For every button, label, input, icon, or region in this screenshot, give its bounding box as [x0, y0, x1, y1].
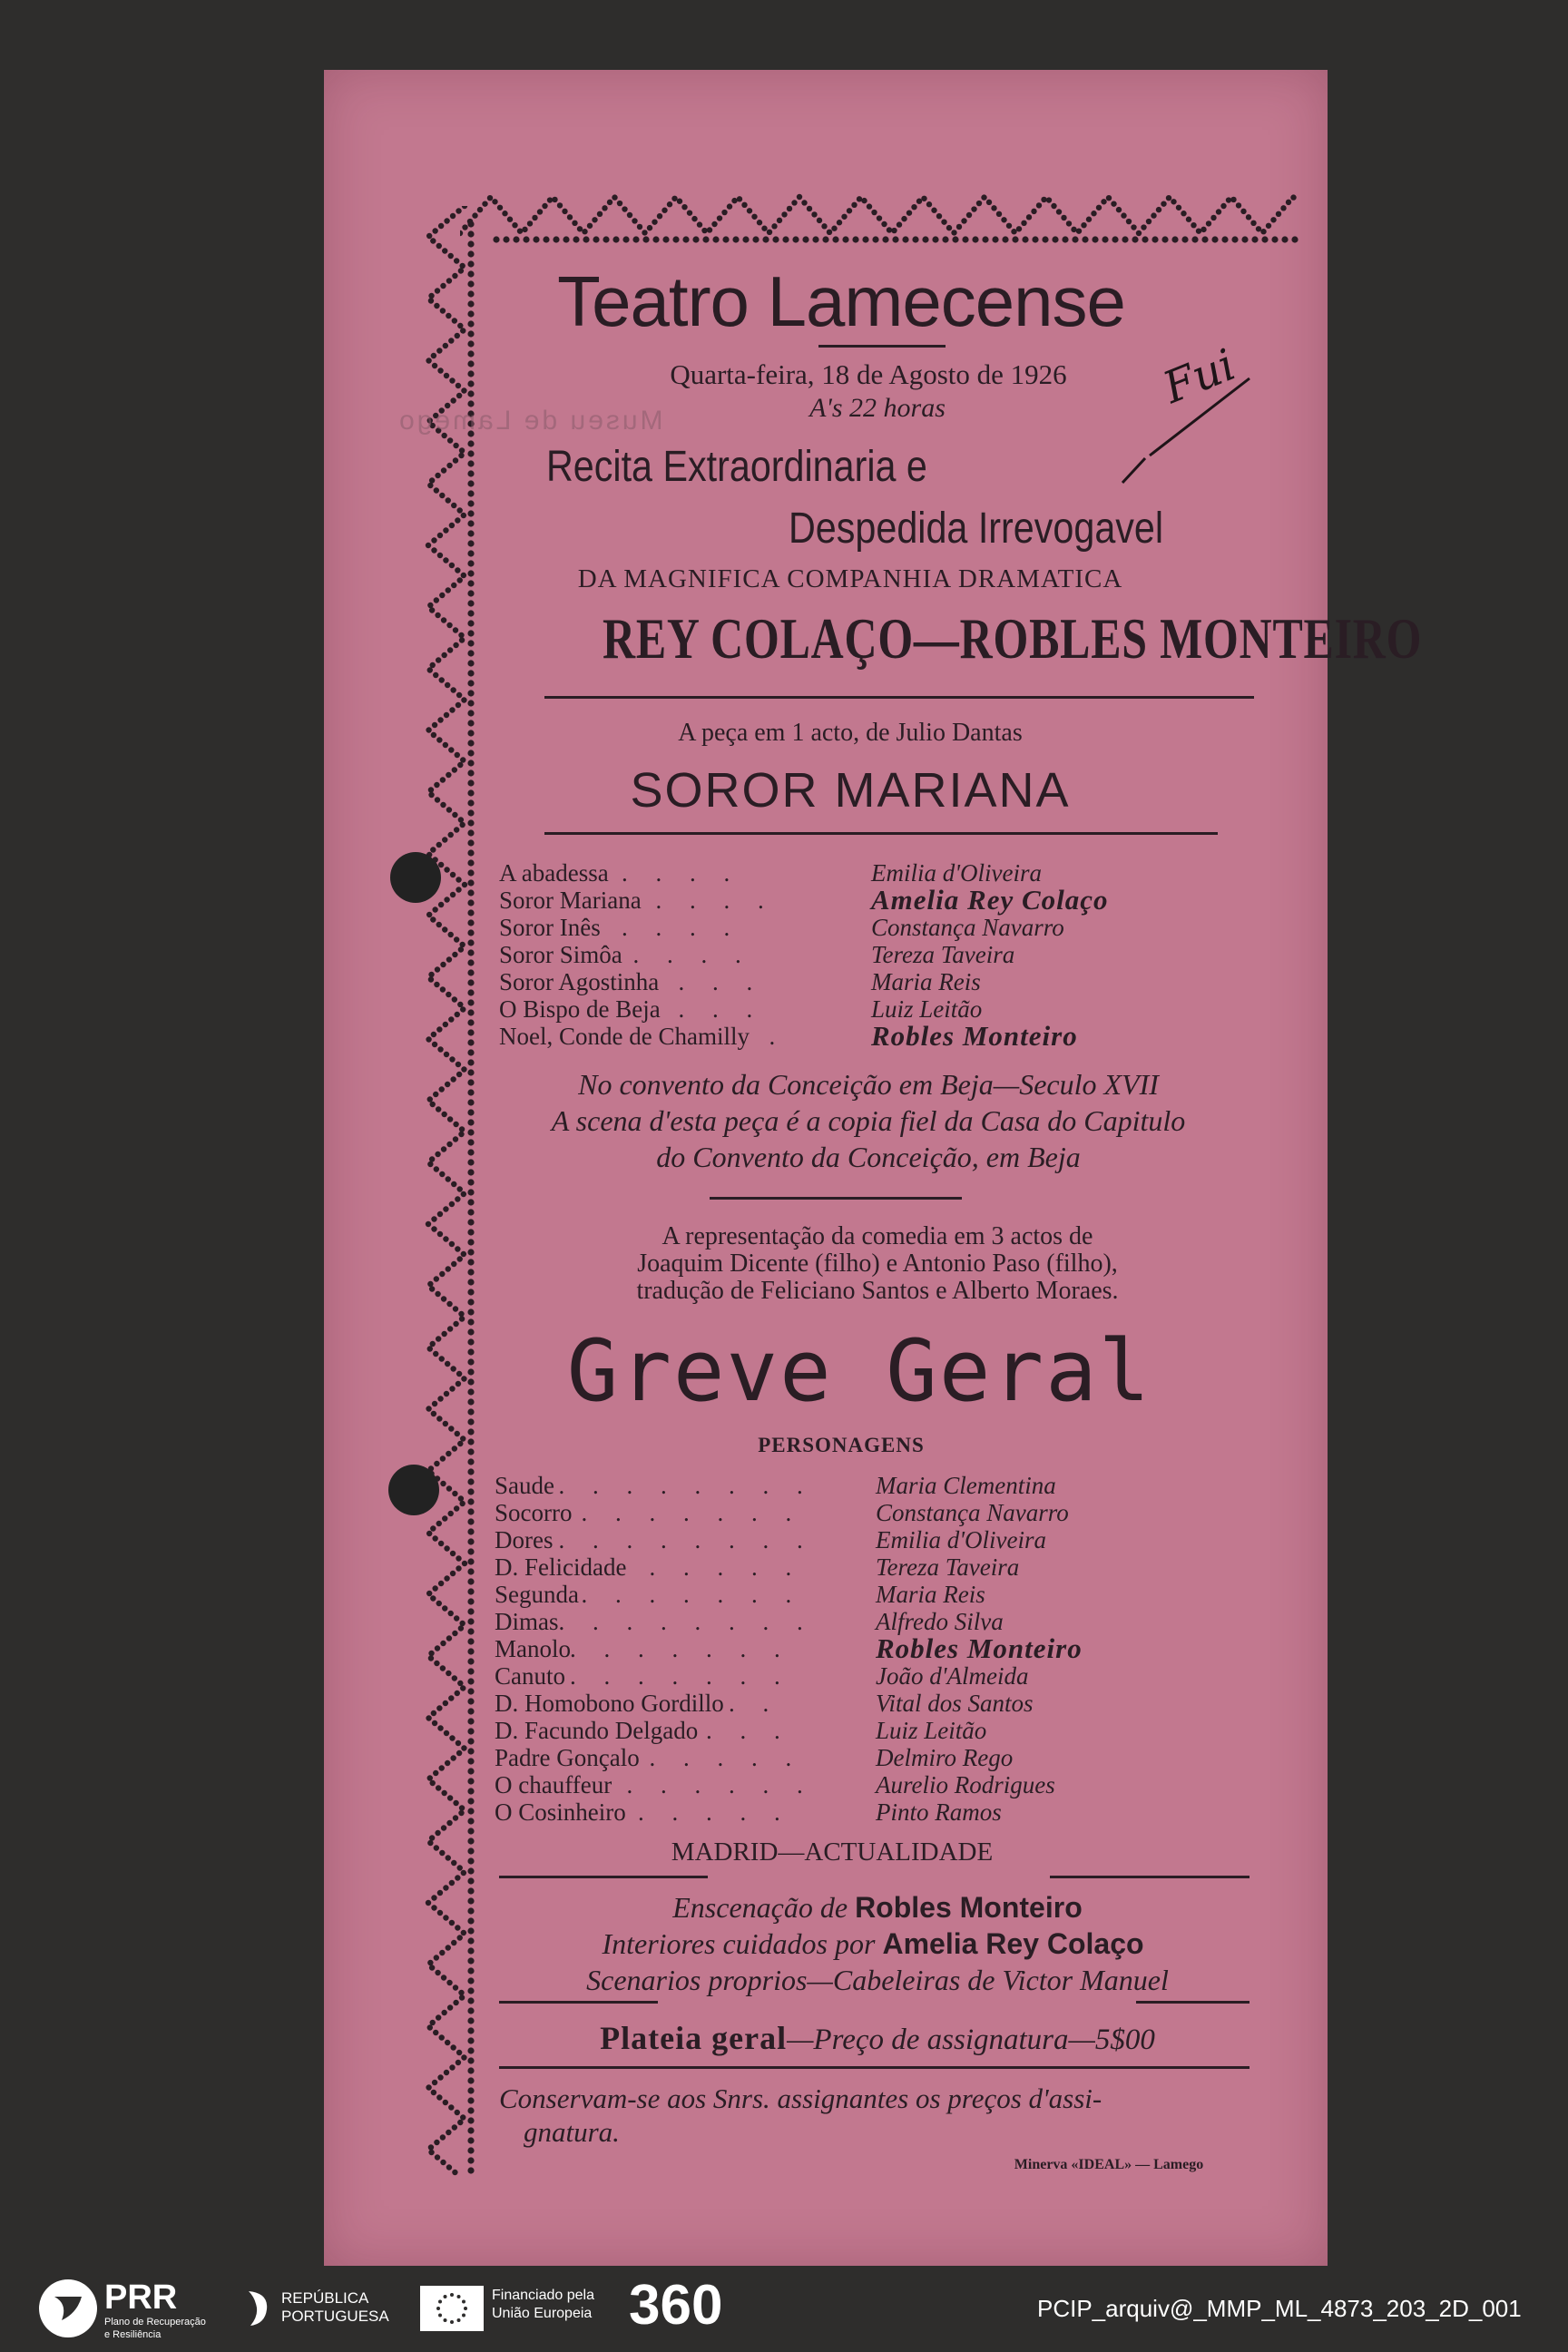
- handwritten-stroke: [1113, 369, 1259, 487]
- cast-role: Saude: [495, 1472, 554, 1499]
- despedida-line: Despedida Irrevogavel: [789, 505, 1164, 553]
- cast-actor: Luiz Leitão: [871, 995, 983, 1023]
- credits-rule-left: [499, 2001, 658, 2004]
- company-intro: DA MAGNIFICA COMPANHIA DRAMATICA: [577, 564, 1123, 593]
- cast-leader-dots: . . . . . . . .: [558, 1472, 814, 1499]
- cast-leader-dots: . . . .: [655, 887, 775, 914]
- cast-role: Soror Mariana: [499, 887, 642, 914]
- cast-role: Padre Gonçalo: [495, 1744, 640, 1771]
- play2-cast-row: [495, 1526, 1248, 1553]
- play2-cast-row: [495, 1662, 1248, 1690]
- cast-role: Soror Inês: [499, 914, 601, 941]
- cast-leader-dots: . . . . .: [638, 1798, 791, 1826]
- cast-leader-dots: . . . . . . . .: [558, 1608, 814, 1635]
- cast-role: O Bispo de Beja: [499, 995, 661, 1023]
- cast-actor: Emilia d'Oliveira: [876, 1526, 1046, 1553]
- interiores-prefix: Interiores cuidados por: [602, 1927, 876, 1960]
- prr-subtitle-2: e Resiliência: [104, 2329, 162, 2340]
- play1-cast-row: [499, 884, 1243, 916]
- play2-cast-list: [495, 1472, 1248, 1826]
- republica-text-2: PORTUGUESA: [281, 2308, 389, 2325]
- enscenacao-prefix: Enscenação de: [672, 1891, 848, 1924]
- cast-role: Segunda: [495, 1581, 579, 1608]
- cast-role: Soror Agostinha: [499, 968, 660, 995]
- punch-hole-upper: [390, 852, 441, 903]
- company-name: REY COLAÇO—ROBLES MONTEIRO: [603, 606, 1423, 671]
- cast-actor: João d'Almeida: [876, 1662, 1029, 1690]
- cast-role: O Cosinheiro: [495, 1798, 626, 1826]
- play2-cast-row: [495, 1608, 1248, 1635]
- cast-leader-dots: . . . .: [622, 914, 741, 941]
- cast-leader-dots: . . . . . . . .: [558, 1526, 814, 1553]
- play1-cast-row: [499, 941, 1243, 968]
- play1-cast-row: [499, 914, 1243, 941]
- play2-cast-row: [495, 1744, 1248, 1771]
- play1-end-rule: [710, 1197, 962, 1200]
- play2-cast-row: [495, 1472, 1248, 1499]
- file-identifier: PCIP_arquiv@_MMP_ML_4873_203_2D_001: [1037, 2295, 1522, 2322]
- play1-title: SOROR MARIANA: [630, 763, 1071, 818]
- cast-actor: Emilia d'Oliveira: [871, 859, 1042, 887]
- cast-actor: Aurelio Rodrigues: [876, 1771, 1055, 1798]
- play2-intro-3: tradução de Feliciano Santos e Alberto Moraes.: [636, 1277, 1119, 1305]
- recita-line: Recita Extraordinaria e: [546, 443, 927, 491]
- play1-cast-row: [499, 995, 1243, 1023]
- play1-cast-row: [499, 1020, 1243, 1052]
- cast-actor: Maria Reis: [876, 1581, 985, 1608]
- cast-actor: Delmiro Rego: [876, 1744, 1014, 1771]
- play2-cast-row: [495, 1717, 1248, 1744]
- cast-role: D. Facundo Delgado: [495, 1717, 699, 1744]
- printer-mark: Minerva «IDEAL» — Lamego: [1014, 2157, 1204, 2172]
- cast-leader-dots: . . .: [706, 1717, 791, 1744]
- cast-leader-dots: . . . . . . .: [581, 1581, 803, 1608]
- zigzag-border-top: [460, 183, 1299, 247]
- cast-leader-dots: . . .: [678, 968, 764, 995]
- cast-actor: Constança Navarro: [871, 914, 1064, 941]
- cast-actor: Tereza Taveira: [871, 941, 1015, 968]
- play2-cast-row: [495, 1632, 1248, 1664]
- credits-interiores: [487, 1927, 1259, 1961]
- enscenacao-name: Robles Monteiro: [855, 1891, 1083, 1924]
- cast-actor: Maria Reis: [871, 968, 981, 995]
- date-line: Quarta-feira, 18 de Agosto de 1926: [670, 358, 1067, 390]
- cast-actor: Alfredo Silva: [876, 1608, 1004, 1635]
- play1-setting-2: A scena d'esta peça é a copia fiel da Casa do Capitulo: [551, 1104, 1186, 1137]
- cast-actor: Amelia Rey Colaço: [871, 884, 1109, 916]
- republica-emblem-icon: [243, 2288, 274, 2329]
- cast-leader-dots: . . . . .: [649, 1744, 803, 1771]
- cast-role: D. Homobono Gordillo: [495, 1690, 724, 1717]
- cast-actor: Maria Clementina: [876, 1472, 1056, 1499]
- cast-leader-dots: . . . . . . .: [581, 1499, 803, 1526]
- eu-text-1: Financiado pela: [492, 2288, 594, 2303]
- cast-leader-dots: . .: [729, 1690, 780, 1717]
- play1-setting-1: No convento da Conceição em Beja—Seculo XVII: [578, 1068, 1159, 1101]
- company-rule: [544, 696, 1254, 699]
- location-rule-right: [1050, 1876, 1250, 1878]
- play2-location: MADRID—ACTUALIDADE: [671, 1838, 994, 1867]
- cast-actor: Pinto Ramos: [876, 1798, 1002, 1826]
- poster-sheet: [324, 70, 1423, 2266]
- prr-logo-icon: [36, 2277, 100, 2340]
- cast-actor: Robles Monteiro: [871, 1020, 1078, 1052]
- prr-logo-text: PRR: [104, 2278, 178, 2317]
- cast-leader-dots: . . . . . . .: [570, 1635, 791, 1662]
- cast-role: Dimas: [495, 1608, 559, 1635]
- price-label: Plateia geral: [600, 2020, 788, 2056]
- cast-actor: Vital dos Santos: [876, 1690, 1034, 1717]
- punch-hole-lower: [388, 1465, 439, 1515]
- cast-role: Socorro: [495, 1499, 573, 1526]
- cast-leader-dots: . . .: [678, 995, 764, 1023]
- cast-role: O chauffeur: [495, 1771, 612, 1798]
- cast-role: D. Felicidade: [495, 1553, 627, 1581]
- play1-cast-row: [499, 968, 1243, 995]
- eu-flag-icon: [420, 2286, 484, 2331]
- note-line-2: gnatura.: [524, 2116, 620, 2148]
- cast-leader-dots: . . . . . .: [626, 1771, 814, 1798]
- cast-role: A abadessa: [499, 859, 609, 887]
- location-rule-left: [499, 1876, 708, 1878]
- venue-title: Teatro Lamecense: [557, 261, 1125, 341]
- cast-leader-dots: . . . . . . .: [570, 1662, 791, 1690]
- play2-cast-row: [495, 1771, 1248, 1798]
- cast-actor: Robles Monteiro: [876, 1632, 1083, 1664]
- price-rule: [499, 2066, 1250, 2069]
- cast-actor: Luiz Leitão: [876, 1717, 987, 1744]
- play1-setting-3: do Convento da Conceição, em Beja: [656, 1141, 1081, 1173]
- play2-cast-row: [495, 1690, 1248, 1717]
- time-line: A's 22 horas: [809, 393, 946, 423]
- personagens-heading: PERSONAGENS: [758, 1434, 925, 1456]
- cast-role: Manolo: [495, 1635, 571, 1662]
- interiores-name: Amelia Rey Colaço: [882, 1927, 1144, 1960]
- eu-text-2: União Europeia: [492, 2306, 593, 2321]
- play1-cast-list: [499, 859, 1243, 1050]
- play2-cast-row: [495, 1581, 1248, 1608]
- cast-actor: Constança Navarro: [876, 1499, 1069, 1526]
- cast-leader-dots: . . . .: [632, 941, 752, 968]
- note-line-1: Conservam-se aos Snrs. assignantes os preços d'assi-: [499, 2082, 1102, 2114]
- play1-rule: [544, 832, 1218, 835]
- play2-cast-row: [495, 1798, 1248, 1826]
- credits-enscenacao: [505, 1891, 1250, 1925]
- zigzag-border-left: [415, 206, 487, 2180]
- cast-actor: Tereza Taveira: [876, 1553, 1020, 1581]
- play2-intro-1: A representação da comedia em 3 actos de: [662, 1222, 1093, 1250]
- archive-footer: [0, 2266, 1568, 2352]
- credits-scenarios: Scenarios proprios—Cabeleiras de Victor Manuel: [586, 1964, 1169, 1996]
- cast-role: Soror Simôa: [499, 941, 622, 968]
- cast-leader-dots: . . . .: [622, 859, 741, 887]
- play2-title: Greve Geral: [566, 1322, 1152, 1421]
- play2-cast-row: [495, 1553, 1248, 1581]
- cast-leader-dots: .: [769, 1023, 787, 1050]
- cast-role: Canuto: [495, 1662, 565, 1690]
- play2-intro-2: Joaquim Dicente (filho) e Antonio Paso (filho),: [637, 1250, 1118, 1278]
- handwritten-note: Fui: [1156, 339, 1243, 414]
- play1-cast-row: [499, 859, 1243, 887]
- price-line: [505, 2019, 1250, 2057]
- credits-rule-right: [1136, 2001, 1250, 2004]
- prr-subtitle-1: Plano de Recuperação: [104, 2317, 206, 2328]
- cast-leader-dots: . . . . .: [649, 1553, 803, 1581]
- venue-underline: [818, 345, 946, 348]
- cast-role: Noel, Conde de Chamilly: [499, 1023, 750, 1050]
- page-number: 360: [629, 2274, 723, 2337]
- faded-stamp: Museu de Lamego: [397, 406, 663, 436]
- price-text: —Preço de assignatura—5$00: [787, 2024, 1155, 2056]
- cast-role: Dores: [495, 1526, 554, 1553]
- play2-cast-row: [495, 1499, 1248, 1526]
- republica-text-1: REPÚBLICA: [281, 2289, 369, 2307]
- play1-intro: A peça em 1 acto, de Julio Dantas: [678, 719, 1023, 747]
